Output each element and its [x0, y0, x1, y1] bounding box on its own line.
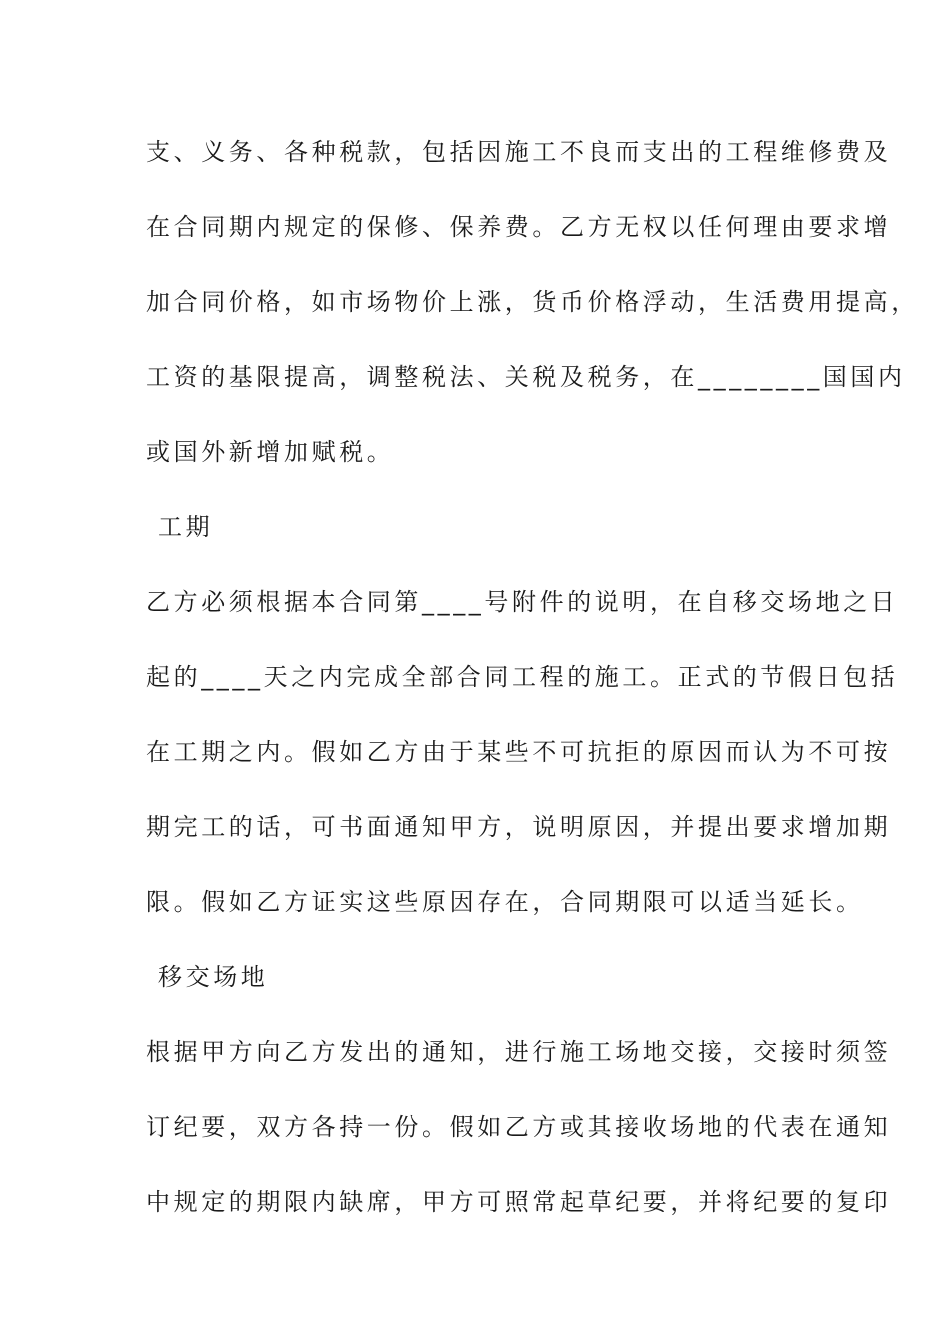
paragraph-line: 乙方必须根据本合同第____号附件的说明，在自移交场地之日 [146, 588, 899, 616]
paragraph-line: 订纪要，双方各持一份。假如乙方或其接收场地的代表在通知 [146, 1113, 892, 1141]
section-heading-site-handover: 移交场地 [158, 963, 269, 991]
paragraph-line: 支、义务、各种税款，包括因施工不良而支出的工程维修费及 [146, 138, 892, 166]
paragraph-line: 起的____天之内完成全部合同工程的施工。正式的节假日包括 [146, 663, 899, 691]
paragraph-line: 限。假如乙方证实这些原因存在，合同期限可以适当延长。 [146, 888, 864, 916]
paragraph-line: 工资的基限提高，调整税法、关税及税务，在________国国内 [146, 363, 906, 391]
paragraph-line: 中规定的期限内缺席，甲方可照常起草纪要，并将纪要的复印 [146, 1188, 892, 1216]
section-heading-schedule: 工期 [158, 513, 214, 541]
paragraph-line: 在合同期内规定的保修、保养费。乙方无权以任何理由要求增 [146, 213, 892, 241]
paragraph-line: 或国外新增加赋税。 [146, 438, 395, 466]
paragraph-line: 期完工的话，可书面通知甲方，说明原因，并提出要求增加期 [146, 813, 892, 841]
paragraph-line: 加合同价格，如市场物价上涨，货币价格浮动，生活费用提高， [146, 288, 919, 316]
paragraph-line: 在工期之内。假如乙方由于某些不可抗拒的原因而认为不可按 [146, 738, 892, 766]
paragraph-line: 根据甲方向乙方发出的通知，进行施工场地交接，交接时须签 [146, 1038, 892, 1066]
